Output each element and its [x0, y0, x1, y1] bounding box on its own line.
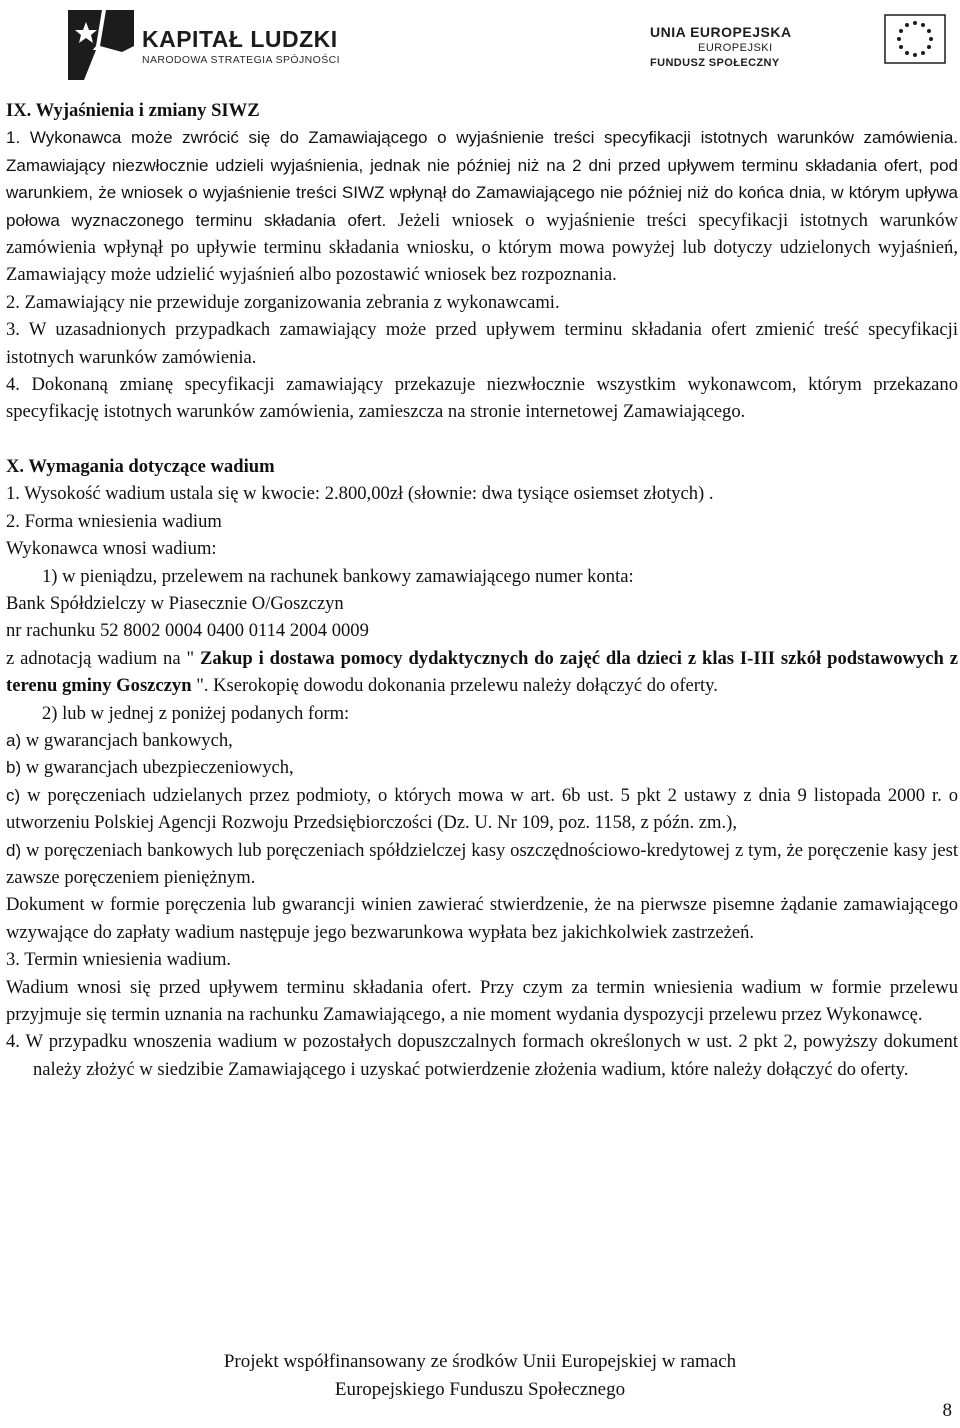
- section-10-paragraph-4: 4. W przypadku wnoszenia wadium w pozostałych dopuszczalnych formach określonych w ust. 2 pkt 2, powyższy dokument należy złożyć w siedzibie Zamawiającego i uzyskać potwierdzenie złożenia wadium, które należy dołączyć do oferty.: [6, 1031, 958, 1080]
- form-d-text: w poręczeniach bankowych lub poręczeniach spółdzielczej kasy oszczędnościowo-kredytowej z tym, że poręczenie kasy jest zawsze poręczeniem pieniężnym.: [6, 839, 958, 888]
- section-9-paragraph-1-lead: 1. Wykonawca może zwrócić się do Zamawiającego o wyjaśnienie treści specyfikacji istotnych warunków zamówienia. Zamawiający niezwłocznie udzieli wyjaśnienia, jednak nie później niż na 2 dni przed upływem terminu składania ofert, pod warunkiem, że wniosek o wyjaśnienie treści SIWZ wpłynął do Zamawiającego nie później niż do końca dnia, w którym upływa połowa wyznaczonego terminu składania ofert.: [6, 128, 958, 230]
- option-2-forms: 2) lub w jednej z poniżej podanych form:: [42, 702, 350, 724]
- option-1-transfer: 1) w pieniądzu, przelewem na rachunek bankowy zamawiającego numer konta:: [42, 565, 634, 587]
- section-10-paragraph-1: 1. Wysokość wadium ustala się w kwocie: 2.800,00zł (słownie: dwa tysiące osiemset złotych) .: [6, 483, 714, 505]
- form-c: [6, 782, 958, 837]
- section-9-paragraph-1: [6, 124, 958, 288]
- section-10-paragraph-3: 3. Termin wniesienia wadium.: [6, 949, 232, 971]
- kapital-ludzki-title: KAPITAŁ LUDZKI: [142, 26, 338, 52]
- section-9-paragraph-4: 4. Dokonaną zmianę specyfikacji zamawiający przekazuje niezwłocznie wszystkim wykonawcom, którym przekazano specyfikację istotnych warunków zamówienia, zamieszcza na stronie internetowej Zamawiającego.: [6, 374, 958, 423]
- section-9-title: IX. Wyjaśnienia i zmiany SIWZ: [6, 100, 260, 121]
- document-body: [6, 97, 958, 1083]
- form-a: [6, 727, 958, 754]
- eu-flag-icon: [884, 14, 946, 64]
- section-9-paragraph-1-tail: Jeżeli wniosek o wyjaśnienie treści specyfikacji istotnych warunków zamówienia wpłynął po upływie terminu składania wniosku, o którym mowa powyżej lub dotyczy udzielonych wyjaśnień, Zamawiający może udzielić wyjaśnień albo pozostawić wniosek bez rozpoznania.: [6, 209, 958, 286]
- eu-title: UNIA EUROPEJSKA: [650, 24, 792, 40]
- bank-name: Bank Spółdzielczy w Piasecznie O/Goszczyn: [6, 592, 344, 614]
- form-a-marker: a): [6, 730, 22, 750]
- eu-line2: EUROPEJSKI: [698, 42, 773, 54]
- transfer-annotation: [6, 645, 958, 700]
- form-c-text: w poręczeniach udzielanych przez podmioty, o których mowa w art. 6b ust. 5 pkt 2 ustawy z dnia 9 listopada 2000 r. o utworzeniu Polskiej Agencji Rozwoju Przedsiębiorczości (Dz. U. Nr 109, poz. 1158, z późn. zm.),: [6, 784, 958, 834]
- annotation-suffix: ". Kserokopię dowodu dokonania przelewu należy dołączyć do oferty.: [191, 675, 718, 697]
- footer-line-1: Projekt współfinansowany ze środków Unii Europejskiej w ramach: [223, 1351, 737, 1372]
- annotation-title: Zakup i dostawa pomocy dydaktycznych do zajęć dla dzieci z klas I-III szkół podstawowych z terenu gminy Goszczyn: [6, 647, 958, 697]
- page-header: [0, 0, 960, 90]
- form-a-text: w gwarancjach bankowych,: [21, 729, 233, 751]
- section-10-paragraph-2: 2. Forma wniesienia wadium: [6, 510, 222, 532]
- form-b-text: w gwarancjach ubezpieczeniowych,: [21, 757, 294, 779]
- eu-logo: [650, 14, 950, 74]
- form-d-marker: d): [6, 840, 22, 860]
- section-gap: [6, 426, 958, 453]
- form-c-marker: c): [6, 785, 21, 805]
- kapital-ludzki-logo: [66, 6, 346, 86]
- form-b: [6, 754, 958, 781]
- guarantee-document-paragraph: Dokument w formie poręczenia lub gwarancji winien zawierać stwierdzenie, że na pierwsze pisemne żądanie zamawiającego wzywające do zapłaty wadium następuje jego bezwarunkowa wypłata bez jakichkolwiek zastrzeżeń.: [6, 894, 958, 943]
- kapital-ludzki-subtitle: NARODOWA STRATEGIA SPÓJNOŚCI: [142, 54, 340, 66]
- page-number: 8: [942, 1400, 952, 1421]
- section-9-paragraph-2: 2. Zamawiający nie przewiduje zorganizowania zebrania z wykonawcami.: [6, 291, 560, 313]
- section-10-title: X. Wymagania dotyczące wadium: [6, 455, 275, 477]
- section-9-paragraph-3: 3. W uzasadnionych przypadkach zamawiający może przed upływem terminu składania ofert zmienić treść specyfikacji istotnych warunków zamówienia.: [6, 319, 958, 368]
- section-10-paragraph-2a: Wykonawca wnosi wadium:: [6, 538, 217, 560]
- section-10-paragraph-3a: Wadium wnosi się przed upływem terminu składania ofert. Przy czym za termin wniesienia wadium w formie przelewu przyjmuje się termin uznania na rachunku Zamawiającego, a nie moment wydania dyspozycji przelewu przez Wykonawcę.: [6, 976, 958, 1025]
- form-d: [6, 837, 958, 892]
- annotation-prefix: z adnotacją wadium na ": [6, 647, 200, 669]
- eu-line3: FUNDUSZ SPOŁECZNY: [650, 57, 780, 69]
- footer-line-2: Europejskiego Funduszu Społecznego: [334, 1379, 626, 1400]
- form-b-marker: b): [6, 758, 22, 778]
- page-footer: [0, 1348, 960, 1404]
- kapital-ludzki-emblem-icon: [66, 6, 136, 84]
- account-number: nr rachunku 52 8002 0004 0400 0114 2004 0009: [6, 620, 369, 642]
